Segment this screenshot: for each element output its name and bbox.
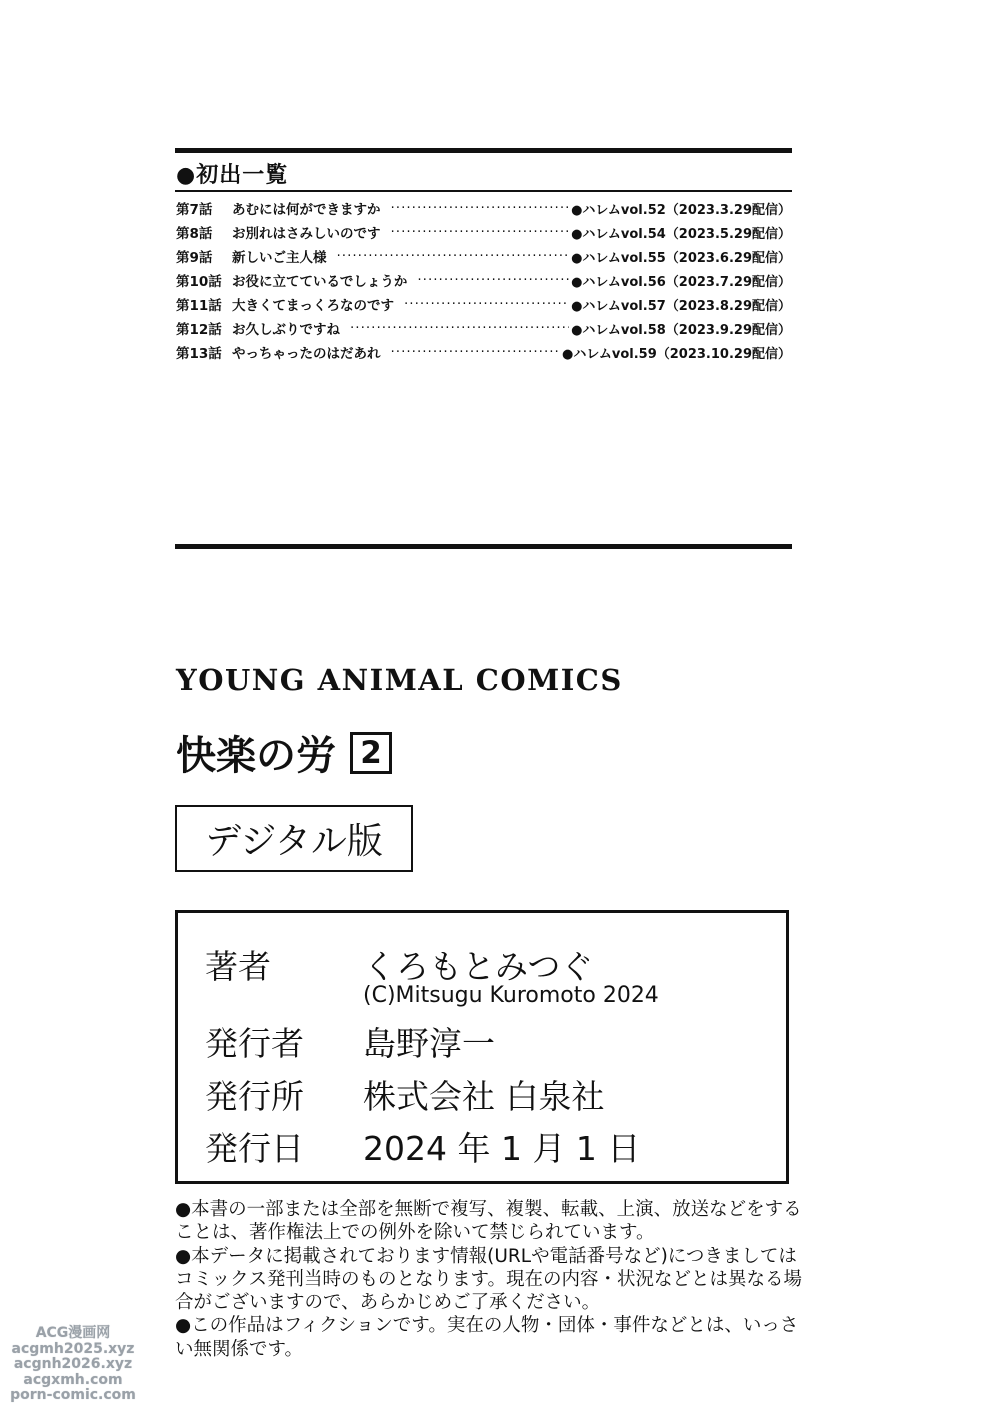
top-divider — [175, 148, 792, 153]
dot-leader — [391, 344, 561, 360]
watermark-line: acgxmh.com — [23, 1371, 123, 1388]
chapter-number: 第13話 — [176, 346, 222, 362]
watermark-line: porn-comic.com — [10, 1387, 136, 1403]
dot-leader — [404, 296, 569, 312]
watermark-line: ACG漫画网 — [35, 1325, 111, 1341]
chapter-source: ●ハレムvol.54（2023.5.29配信） — [571, 226, 791, 242]
chapter-row — [176, 220, 791, 244]
notice-item: ●この作品はフィクションです。実在の人物・団体・事件などとは、いっさい無関係です。 — [175, 1315, 799, 1360]
chapter-title: お役に立てているでしょうか — [232, 274, 408, 290]
chapter-source: ●ハレムvol.56（2023.7.29配信） — [571, 274, 791, 290]
chapter-number: 第11話 — [176, 298, 222, 314]
chapter-source: ●ハレムvol.55（2023.6.29配信） — [571, 250, 791, 266]
heading-underline — [175, 190, 792, 192]
chapter-source: ●ハレムvol.59（2023.10.29配信） — [562, 346, 791, 362]
chapter-number: 第9話 — [176, 250, 213, 266]
chapter-title: あむには何ができますか — [232, 202, 381, 218]
chapter-row — [176, 292, 791, 316]
dot-leader — [350, 320, 569, 336]
notice-item: ●本データに掲載されております情報(URLや電話番号など)につきましてはコミックス発刊当時のものとなります。現在の内容・状況などとは異なる場合がございますので、あらかじめご了承ください。 — [175, 1245, 802, 1314]
section-divider — [175, 544, 792, 549]
chapter-row — [176, 268, 791, 292]
chapter-source: ●ハレムvol.58（2023.9.29配信） — [571, 322, 791, 338]
chapter-number: 第8話 — [176, 226, 213, 242]
dot-leader — [391, 200, 570, 216]
first-publication-heading: ●初出一覧 — [176, 163, 289, 188]
chapter-row — [176, 244, 791, 268]
publisher-person-label: 発行者 — [205, 1024, 304, 1063]
legal-notices — [175, 1198, 805, 1361]
book-title-text: 快楽の労 — [176, 733, 336, 779]
chapter-row — [176, 316, 791, 340]
watermark-line: acgnh2026.xyz — [13, 1356, 133, 1372]
credits-box — [175, 910, 789, 1184]
chapter-number: 第10話 — [176, 274, 222, 290]
chapter-title: お別れはさみしいのです — [232, 226, 381, 242]
chapter-title: 新しいご主人様 — [232, 250, 327, 266]
watermark-line: acgmh2025.xyz — [11, 1340, 135, 1357]
notice-item: ●本書の一部または全部を無断で複写、複製、転載、上演、放送などをすることは、著作権法上での例外を除いて禁じられています。 — [175, 1199, 802, 1244]
chapter-row — [176, 196, 791, 220]
dot-leader — [417, 272, 569, 288]
imprint-label: YOUNG ANIMAL COMICS — [176, 663, 623, 697]
book-title — [176, 724, 392, 781]
chapter-list — [176, 196, 791, 364]
chapter-number: 第7話 — [176, 202, 213, 218]
copyright-notice: (C)Mitsugu Kuromoto 2024 — [363, 983, 659, 1008]
date-label: 発行日 — [205, 1129, 304, 1168]
chapter-title: 大きくてまっくろなのです — [232, 298, 394, 314]
dot-leader — [337, 248, 570, 264]
watermark — [2, 1326, 144, 1404]
chapter-number: 第12話 — [176, 322, 222, 338]
chapter-title: お久しぶりですね — [232, 322, 340, 338]
volume-badge: 2 — [350, 732, 392, 774]
publisher-person: 島野淳一 — [363, 1024, 495, 1063]
publisher-label: 発行所 — [205, 1077, 304, 1116]
author-name: くろもとみつぐ — [363, 947, 594, 986]
publish-date: 2024 年 1 月 1 日 — [363, 1129, 641, 1168]
chapter-source: ●ハレムvol.52（2023.3.29配信） — [571, 202, 791, 218]
chapter-title: やっちゃったのはだあれ — [232, 346, 381, 362]
publisher-name: 株式会社 白泉社 — [363, 1077, 605, 1116]
chapter-source: ●ハレムvol.57（2023.8.29配信） — [571, 298, 791, 314]
edition-label: デジタル版 — [175, 805, 413, 872]
author-label: 著者 — [205, 947, 271, 986]
chapter-row — [176, 340, 791, 364]
dot-leader — [391, 224, 570, 240]
